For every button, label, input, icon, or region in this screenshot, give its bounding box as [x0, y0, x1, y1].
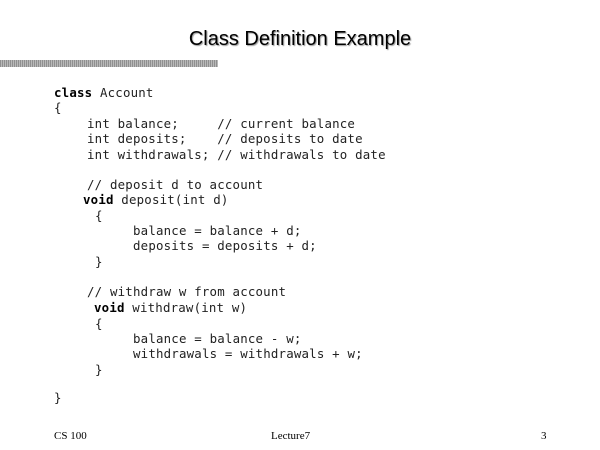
keyword-void: void	[94, 300, 125, 315]
code-line-deposit-close: }	[95, 254, 103, 269]
code-line-withdraw-signature	[94, 300, 247, 315]
code-line-deposit-deposits: deposits = deposits + d;	[133, 238, 317, 253]
code-line-deposit-comment: // deposit d to account	[87, 177, 264, 192]
keyword-class: class	[54, 85, 93, 100]
keyword-void: void	[83, 192, 114, 207]
deposit-signature: deposit(int d)	[113, 192, 229, 207]
code-line-deposit-balance: balance = balance + d;	[133, 223, 302, 238]
withdraw-signature: withdraw(int w)	[124, 300, 248, 315]
title-underline-bar	[0, 60, 218, 67]
footer-lecture: Lecture7	[271, 430, 311, 442]
code-line-withdraw-close: }	[95, 362, 103, 377]
footer-page-number: 3	[541, 430, 547, 442]
code-line-withdraw-comment: // withdraw w from account	[87, 284, 287, 299]
code-line-deposit-open: {	[95, 208, 103, 223]
code-line-deposits: int deposits; // deposits to date	[87, 131, 363, 146]
footer-course: CS 100	[54, 430, 87, 442]
code-line-deposit-signature	[83, 192, 229, 207]
code-line-class	[54, 85, 154, 100]
code-line-withdrawals: int withdrawals; // withdrawals to date	[87, 147, 386, 162]
slide-title: Class Definition Example	[188, 28, 412, 50]
code-line-balance: int balance; // current balance	[87, 116, 356, 131]
class-name: Account	[92, 85, 154, 100]
code-line-withdraw-withdrawals: withdrawals = withdrawals + w;	[133, 346, 363, 361]
code-line-withdraw-open: {	[95, 316, 103, 331]
code-line-close-brace: }	[54, 390, 62, 405]
code-line-open-brace: {	[54, 100, 62, 115]
code-line-withdraw-balance: balance = balance - w;	[133, 331, 302, 346]
